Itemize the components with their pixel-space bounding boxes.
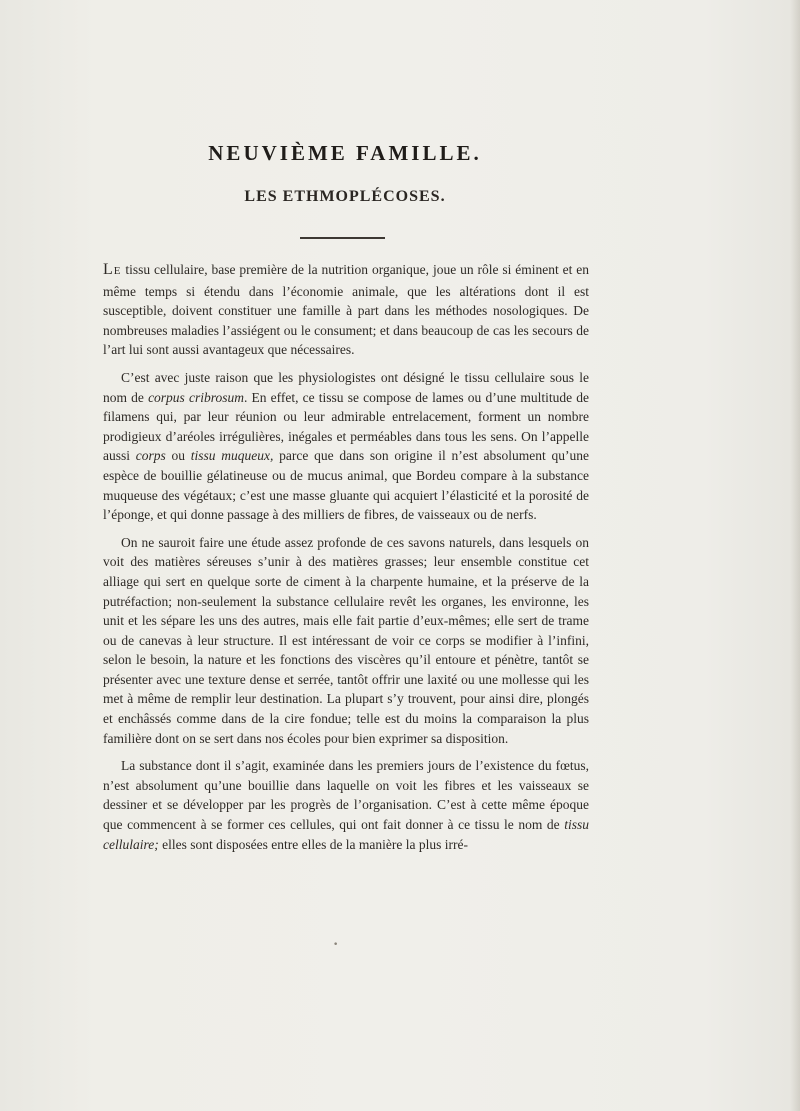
paragraph-4-text-b: elles sont disposées entre elles de la manière la plus irré-	[158, 836, 469, 852]
paragraph-4	[103, 756, 589, 854]
paragraph-3: On ne sauroit faire une étude assez profonde de ces savons naturels, dans lesquels on voit des matières séreuses s’unir à des matières grasses; leur ensemble constitue cet alliage qui sert en quelque sorte de ciment à la charpente humaine, et la préserve de la putréfaction; non-seulement la substance cellulaire revêt les organes, les environne, les unit et les sépare les uns des autres, mais elle fait partie d’eux-mêmes; elle sert de trame ou de canevas à leur structure. Il est intéressant de voir ce corps se modifier à l’infini, selon le besoin, la nature et les fonctions des viscères qu’il entoure et pénètre, tantôt se présenter avec une texture dense et serrée, tantôt offrir une laxité ou une mollesse qui les met à même de remplir leur destination. La plupart s’y trouvent, pour ainsi dire, plongés et enchâssés comme dans de la cire fondue; telle est du moins la comparaison la plus familière dont on se sert dans nos écoles pour bien exprimer sa disposition.	[103, 534, 589, 746]
paragraph-2-text-c: ou	[165, 448, 191, 464]
italic-term-corps: corps	[135, 448, 166, 464]
family-title: NEUVIÈME FAMILLE.	[208, 141, 482, 165]
paragraph-2-text-a: C’est avec juste raison que les physiologistes ont désigné le tissu cellulaire sous le nom de	[103, 369, 589, 405]
body-text	[103, 260, 589, 862]
paragraph-1	[103, 260, 589, 360]
drop-cap-rest: E	[113, 265, 122, 277]
paragraph-1-text: tissu cellulaire, base première de la nutrition organique, joue un rôle si éminent et en même temps si étendu dans l’économie animale, que les altérations dont il est susceptible, doivent constituer une famille à part dans les méthodes nosologiques. De nombreuses maladies l’assiégent ou le consument; et dans beaucoup de cas les secours de l’art lui sont aussi avantageux que nécessaires.	[103, 262, 589, 358]
paragraph-2-text-b: . En effet, ce tissu se compose de lames ou d’une multitude de filamens qui, par leur réunion ou leur admirable entrelacement, forment un nombre prodigieux d’aréoles irrégulières, inégales et perméables dans tous les sens. On l’appelle aussi	[103, 389, 589, 464]
paragraph-2	[103, 368, 589, 525]
italic-term-tissu-muqueux: tissu muqueux,	[190, 448, 274, 464]
drop-cap: L	[103, 261, 114, 278]
title-divider	[300, 237, 385, 239]
family-name: LES ETHMOPLÉCOSES.	[244, 188, 446, 205]
paper-speck: •	[333, 940, 339, 950]
paragraph-4-text-a: La substance dont il s’agit, examinée dans les premiers jours de l’existence du fœtus, n’est absolument qu’une bouillie dans laquelle on voit les fibres et les vaisseaux se dessiner et se développer par les progrès de l’organisation. C’est à cette même époque que commencent à se former ces cellules, qui ont fait donner à ce tissu le nom de	[103, 758, 589, 833]
italic-term-corpus-cribrosum: corpus cribrosum	[148, 389, 244, 405]
paragraph-2-text-d: parce que dans son origine il n’est absolument qu’une espèce de bouillie gélatineuse ou de mucus animal, que Bordeu compare à la substance muqueuse des végétaux; c’est une masse gluante qui acquiert l’élasticité et la porosité de l’éponge, et qui donne passage à des milliers de fibres, de vaisseaux ou de nerfs.	[103, 448, 590, 523]
italic-term-tissu-cellulaire: tissu cellulaire;	[103, 817, 589, 852]
page-edge-shadow	[790, 0, 800, 1111]
